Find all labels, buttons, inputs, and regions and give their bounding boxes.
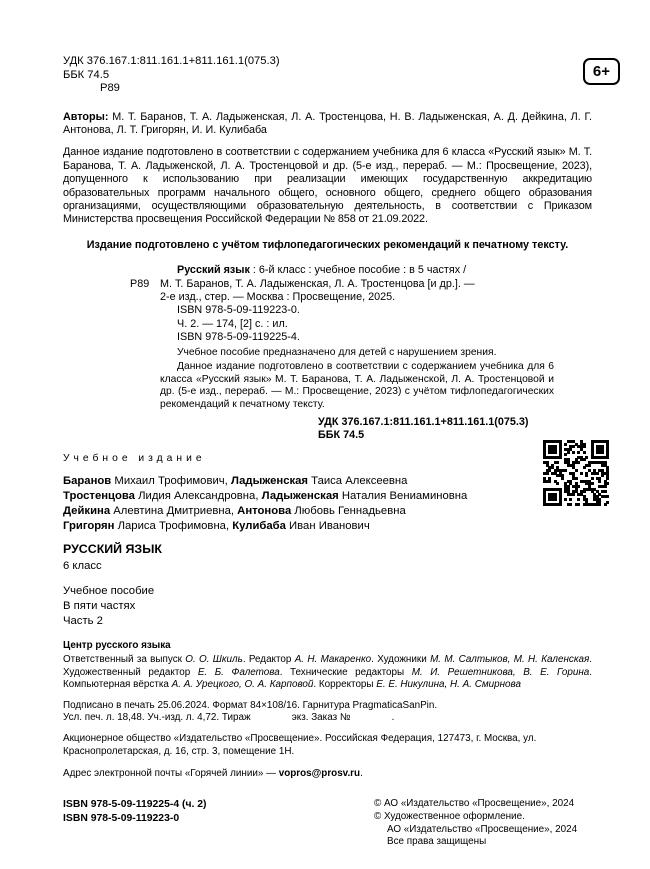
edition-note-paragraph: Данное издание подготовлено в соответствии с содержанием учебника для 6 класса «Русский язык» М. Т. Баранова, Т. А. Ладыженской, Л. А. Тростенцовой и др. (5-е изд., перераб. — М.: Просвещение, 2023), допущенного к использованию при реализации имеющих государственную аккредитацию образовательных программ начального общего, основного общего, среднего общего образования организациями, осуществляющими образовательную деятельность, в соответствии с Приказом Министерства просвещения Российской Федерации № 858 от 21.09.2022. [63, 146, 592, 226]
author-line [63, 489, 592, 504]
copyright-line: Все права защищены [387, 836, 487, 848]
catalog-authors: М. Т. Баранов, Т. А. Ладыженская, Л. А. Тростенцова [и др.]. — [160, 277, 475, 290]
isbn-series: ISBN 978-5-09-119223-0 [63, 813, 180, 824]
publisher-address: Акционерное общество «Издательство «Просвещение». Российская Федерация, 127473, г. Москва, ул. Краснопролетарская, д. 16, стр. 3, помещение 1Н. [63, 732, 537, 757]
author-surname: Ладыженская [230, 475, 309, 488]
book-type: Учебное пособие [63, 585, 155, 598]
print-line-1: Подписано в печать 25.06.2024. Формат 84×108/16. Гарнитура PragmaticaSanPin. [63, 699, 438, 711]
isbn-block [63, 798, 207, 826]
author-name: Таиса Алексеевна [308, 475, 408, 488]
catalog-annotation-2: Данное издание подготовлено в соответствии с содержанием учебника для 6 класса «Русский язык» М. Т. Баранова, Т. А. Ладыженской, Л. А. Тростенцовой и др. (5-е изд., перераб. — М.: Просвещение, 2023) с учётом тифлопедагогических рекомендаций к печатному тексту. [160, 361, 554, 410]
catalog-bbk-bold: ББК 74.5 [318, 429, 365, 442]
catalog-authors-line [130, 277, 554, 291]
catalog-udk-bold: УДК 376.167.1:811.161.1+811.161.1(075.3) [318, 415, 529, 428]
authors-label: Авторы: [63, 110, 109, 123]
author-name: Иван Иванович [285, 519, 370, 532]
typhlo-note: Издание подготовлено с учётом тифлопедагогических рекомендаций к печатному тексту. [86, 238, 569, 251]
authors-names: М. Т. Баранов, Т. А. Ладыженская, Л. А. Тростенцова, Н. В. Ладыженская, А. Д. Дейкина, Л. Г. Антонова, Л. Т. Григорян, И. И. Кулибаба [63, 110, 593, 136]
author-name: Лидия Александровна, [134, 489, 262, 502]
copyright-line: © Художественное оформление. [374, 810, 525, 822]
catalog-title-line [160, 264, 554, 277]
imprint-print-info [63, 700, 592, 725]
copyright-block [374, 798, 592, 849]
author-line [63, 519, 592, 534]
catalog-card [130, 264, 554, 411]
author-line [63, 474, 592, 489]
imprint-center-name: Центр русского языка [63, 640, 171, 652]
book-title: РУССКИЙ ЯЗЫК [63, 542, 162, 557]
udk-code: УДК 376.167.1:811.161.1+811.161.1(075.3) [63, 55, 280, 67]
catalog-isbn-part: ISBN 978-5-09-119225-4. [177, 331, 300, 344]
catalog-title-rest: : 6-й класс : учебное пособие : в 5 частях / [249, 264, 467, 277]
book-grade: 6 класс [63, 560, 102, 573]
imprint-staff: Ответственный за выпуск О. О. Шкиль. Редактор А. Н. Макаренко. Художники М. М. Салтыков, М. Н. Каленская. Художественный редактор Е. Б. Фалетова. Технические редакторы М. И. Решетникова, В. Е. Горина. Компьютерная вёрстка А. А. Урецкого, О. А. Карповой. Корректоры Е. Е. Никулина, Н. А. Смирнова [63, 653, 593, 691]
bbk-code: ББК 74.5 [63, 68, 110, 81]
catalog-annotation-1: Учебное пособие предназначено для детей с нарушением зрения. [177, 346, 497, 358]
bibliographic-codes [63, 55, 592, 96]
author-surname: Дейкина [63, 504, 111, 517]
copyright-line: © АО «Издательство «Просвещение», 2024 [374, 798, 575, 809]
qr-code [540, 437, 612, 509]
edition-type-label: Учебное издание [63, 452, 206, 464]
book-parts: В пяти частях [63, 600, 136, 613]
author-surname: Кулибаба [232, 519, 286, 532]
copyright-line: АО «Издательство «Просвещение», 2024 [387, 823, 578, 835]
author-surname: Григорян [63, 519, 115, 532]
author-name: Михаил Трофимович, [111, 475, 231, 488]
bottom-block [63, 798, 592, 849]
author-name: Любовь Геннадьевна [291, 504, 406, 517]
authors-paragraph [63, 111, 592, 138]
author-surname: Антонова [237, 504, 292, 517]
catalog-hanging-code: Р89 [130, 277, 150, 290]
author-name: Наталия Вениаминовна [338, 489, 468, 502]
author-name: Алевтина Дмитриевна, [110, 504, 238, 517]
catalog-edition-line: 2-е изд., стер. — Москва : Просвещение, 2025. [160, 290, 396, 303]
catalog-isbn-series: ISBN 978-5-09-119223-0. [177, 304, 300, 317]
author-surname: Ладыженская [261, 489, 339, 502]
print-line-2: Усл. печ. л. 18,48. Уч.-изд. л. 4,72. Тираж экз. Заказ № . [63, 712, 395, 724]
isbn-part: ISBN 978-5-09-119225-4 (ч. 2) [63, 799, 207, 810]
age-rating-badge: 6+ [583, 58, 620, 85]
book-title-block [63, 541, 592, 629]
hotline-email-line: Адрес электронной почты «Горячей линии» — vopros@prosv.ru. [63, 768, 363, 780]
author-surname: Баранов [63, 475, 112, 488]
author-name: Лариса Трофимовна, [114, 519, 233, 532]
catalog-title: Русский язык [177, 264, 250, 277]
author-surname: Тростенцова [63, 489, 135, 502]
catalog-part-line: Ч. 2. — 174, [2] с. : ил. [177, 317, 288, 330]
catalog-code: Р89 [100, 82, 120, 94]
author-line [63, 504, 592, 519]
book-part-number: Часть 2 [63, 615, 103, 628]
imprint-section [63, 640, 592, 780]
authors-full-list [63, 474, 592, 533]
